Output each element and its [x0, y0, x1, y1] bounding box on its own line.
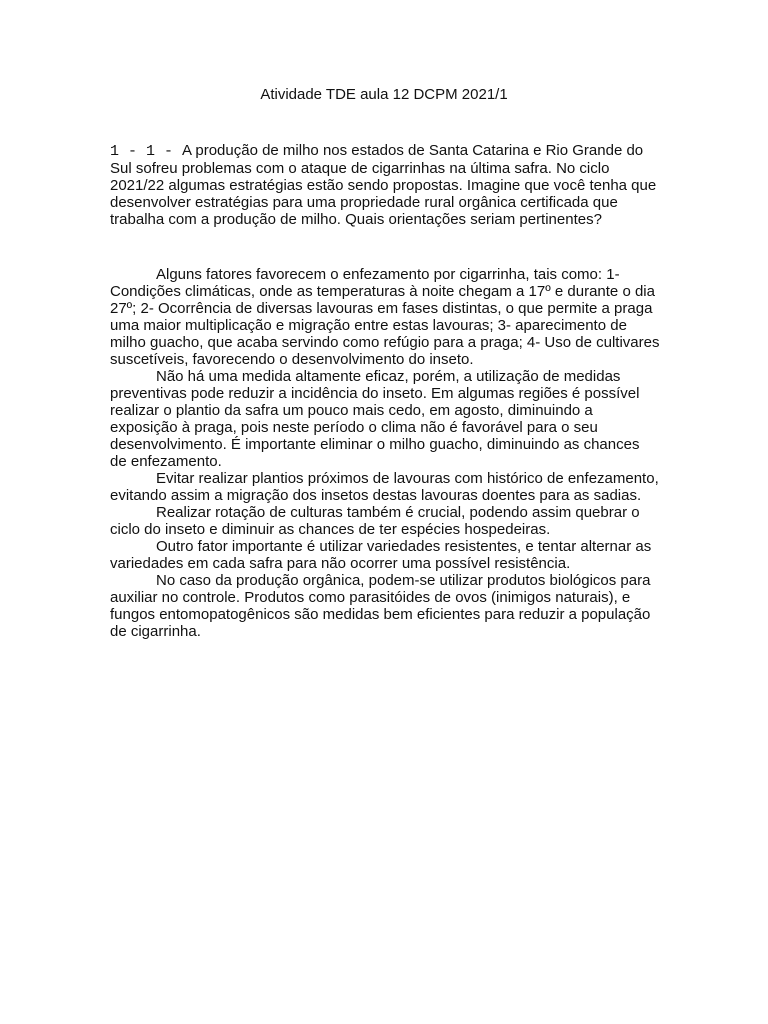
answer-paragraph: No caso da produção orgânica, podem-se utilizar produtos biológicos para auxiliar no controle. Produtos como parasitóides de ovos (inimigos naturais), e fungos entomopatogênicos são medidas bem eficientes para reduzir a população de cigarrinha. [110, 572, 651, 640]
question-number: 1 - 1 - [110, 143, 183, 160]
question-paragraph [110, 142, 660, 228]
answer-paragraph: Não há uma medida altamente eficaz, porém, a utilização de medidas preventivas pode reduzir a incidência do inseto. Em algumas regiões é possível realizar o plantio da safra um pouco mais cedo, em agosto, diminuindo a exposição à praga, pois neste período o clima não é favorável para o seu desenvolvimento. É importante eliminar o milho guacho, diminuindo as chances de enfezamento. [110, 368, 640, 470]
answer-section [110, 266, 660, 640]
answer-paragraph: Alguns fatores favorecem o enfezamento por cigarrinha, tais como: 1- Condições climáticas, onde as temperaturas à noite chegam a 17º e durante o dia 27º; 2- Ocorrência de diversas lavouras em fases distintas, o que permite a praga uma maior multiplicação e migração entre estas lavouras; 3- aparecimento de milho guacho, que acaba servindo como refúgio para a praga; 4- Uso de cultivares suscetíveis, favorecendo o desenvolvimento do inseto. [110, 266, 660, 368]
question-text: A produção de milho nos estados de Santa Catarina e Rio Grande do Sul sofreu problemas com o ataque de cigarrinhas na última safra. No ciclo 2021/22 algumas estratégias estão sendo propostas. Imagine que você tenha que desenvolver estratégias para uma propriedade rural orgânica certificada que trabalha com a produção de milho. Quais orientações seriam pertinentes? [110, 142, 657, 228]
document-title: Atividade TDE aula 12 DCPM 2021/1 [260, 86, 508, 103]
answer-paragraph: Outro fator importante é utilizar variedades resistentes, e tentar alternar as variedades em cada safra para não ocorrer uma possível resistência. [110, 538, 652, 572]
answer-paragraph: Realizar rotação de culturas também é crucial, podendo assim quebrar o ciclo do inseto e diminuir as chances de ter espécies hospedeiras. [110, 504, 640, 538]
answer-paragraph: Evitar realizar plantios próximos de lavouras com histórico de enfezamento, evitando assim a migração dos insetos destas lavouras doentes para as sadias. [110, 470, 659, 504]
